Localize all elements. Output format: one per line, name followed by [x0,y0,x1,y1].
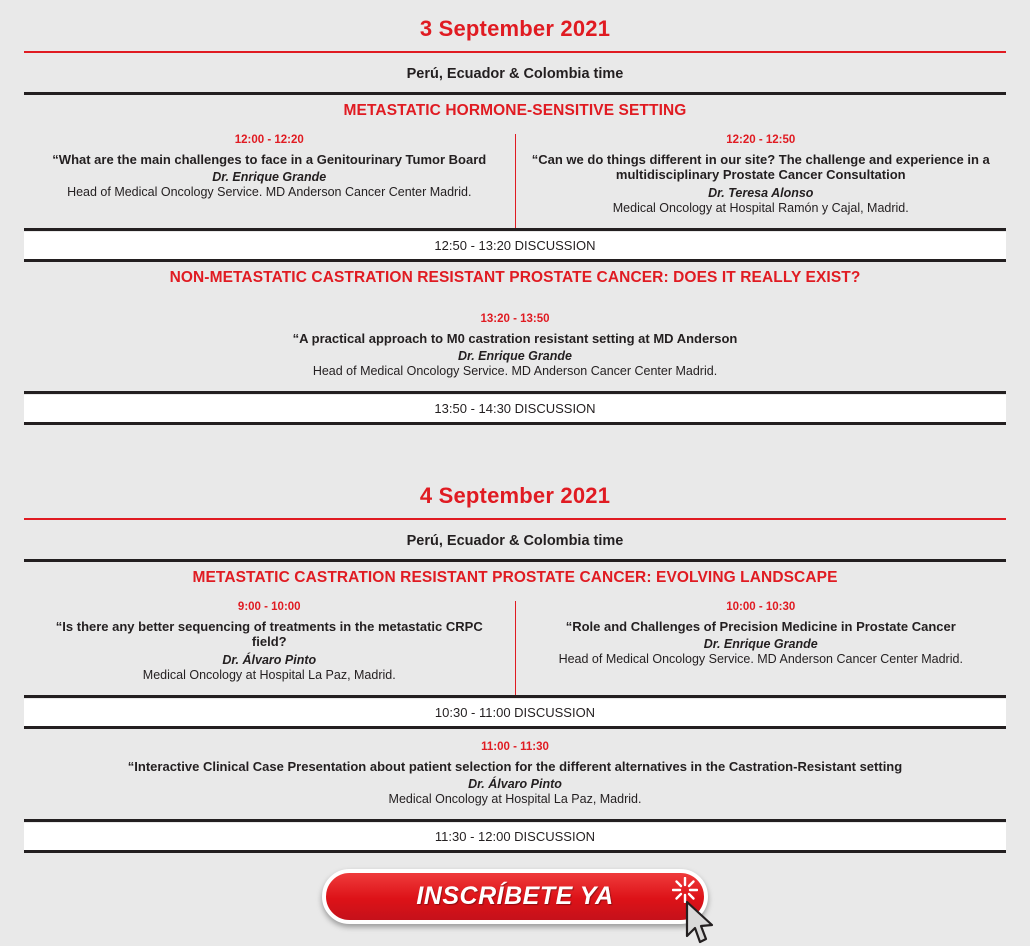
discussion-band-wrap [24,695,1006,729]
talk-item [24,301,1006,391]
discussion-label: 11:30 - 12:00 DISCUSSION [24,822,1006,850]
day-title: 3 September 2021 [419,16,611,41]
section-spacer [24,425,1006,467]
discussion-band-wrap [24,819,1006,853]
day-block-1 [24,0,1006,425]
talk-time: 12:00 - 12:20 [234,134,304,146]
talk-time: 9:00 - 10:00 [237,600,301,613]
day-title: 4 September 2021 [419,482,611,508]
discussion-band-wrap [24,228,1006,262]
discussion-band-wrap [24,391,1006,425]
talk-speaker: Dr. Álvaro Pinto [222,652,317,667]
talk-affiliation: Head of Medical Oncology Service. MD Anderson Cancer Center Madrid. [558,652,963,667]
mouse-cursor-icon [684,900,718,946]
talk-speaker: Dr. Enrique Grande [703,637,818,652]
discussion-label: 12:50 - 13:20 DISCUSSION [24,231,1006,259]
section-title: NON-METASTATIC CASTRATION RESISTANT PROSTATE CANCER: DOES IT REALLY EXIST? [169,268,861,286]
discussion-label: 13:50 - 14:30 DISCUSSION [24,394,1006,422]
talk-speaker: Dr. Álvaro Pinto [468,776,562,791]
day-block-2 [24,467,1006,853]
register-button-label: INSCRÍBETE YA [416,881,614,910]
talk-title: “Is there any better sequencing of treatments in the metastatic CRPC field? [55,618,483,650]
talk-title: “Can we do things different in our site? The challenge and experience in a multidisciplinary Prostate Cancer Consultation [531,152,990,183]
talk-title: “Role and Challenges of Precision Medicine in Prostate Cancer [565,618,956,634]
talk-time: 13:20 - 13:50 [480,312,550,325]
talk-item [516,134,1007,228]
talks-row [24,601,1006,695]
talk-speaker: Dr. Enrique Grande [458,348,572,363]
talk-title: “A practical approach to M0 castration resistant setting at MD Anderson [292,330,738,346]
talk-time: 10:00 - 10:30 [726,600,796,613]
discussion-label: 10:30 - 11:00 DISCUSSION [24,698,1006,726]
talk-title: “What are the main challenges to face in a Genitourinary Tumor Board [52,152,487,167]
talk-affiliation: Medical Oncology at Hospital La Paz, Madrid. [388,791,642,806]
talk-item [24,134,516,228]
talk-speaker: Dr. Enrique Grande [212,170,327,185]
talk-item [24,729,1006,819]
talk-item [516,601,1007,695]
talk-affiliation: Medical Oncology at Hospital La Paz, Madrid. [142,667,396,682]
click-burst-icon [672,877,698,903]
talk-item [24,601,516,695]
timezone-label: Perú, Ecuador & Colombia time [406,532,624,549]
talk-time: 11:00 - 11:30 [481,740,549,753]
talk-affiliation: Medical Oncology at Hospital Ramón y Cajal, Madrid. [612,200,909,215]
talk-affiliation: Head of Medical Oncology Service. MD Anderson Cancer Center Madrid. [312,363,718,378]
register-button[interactable] [322,869,708,924]
talk-time: 12:20 - 12:50 [726,134,796,146]
talk-title: “Interactive Clinical Case Presentation about patient selection for the different alternatives in the Castration-Resistant setting [127,758,903,774]
cta-wrapper [24,853,1006,924]
section-title: METASTATIC CASTRATION RESISTANT PROSTATE CANCER: EVOLVING LANDSCAPE [192,568,838,586]
talk-speaker: Dr. Teresa Alonso [708,185,814,200]
timezone-label: Perú, Ecuador & Colombia time [406,66,624,82]
talks-row [24,134,1006,228]
section-title: METASTATIC HORMONE-SENSITIVE SETTING [343,102,687,119]
talk-affiliation: Head of Medical Oncology Service. MD Anderson Cancer Center Madrid. [67,185,472,200]
